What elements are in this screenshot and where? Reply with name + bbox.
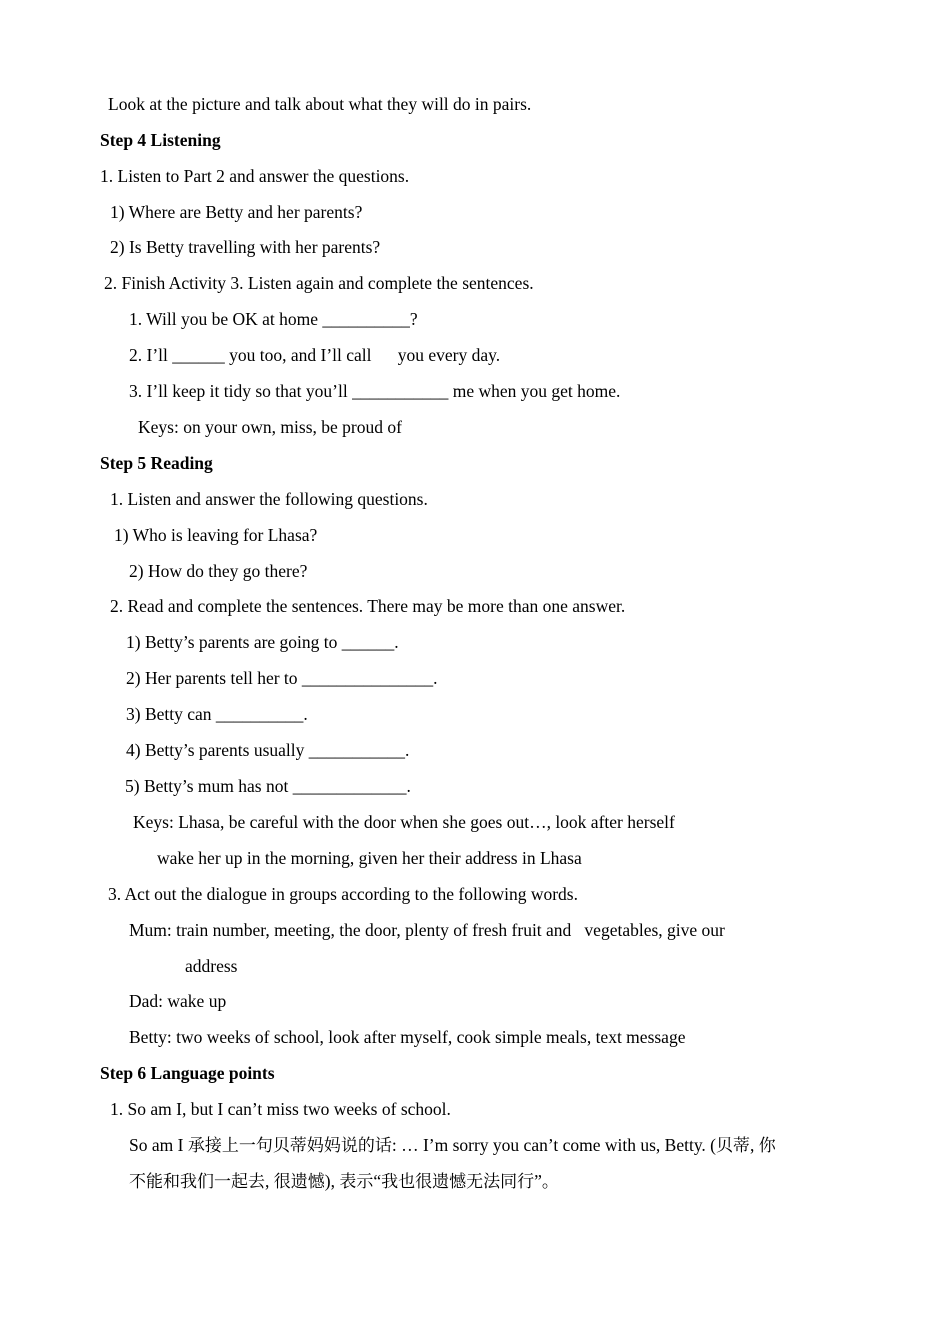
- step6-heading: Step 6 Language points: [100, 1063, 275, 1083]
- step5-sentence-4: 4) Betty’s parents usually ___________.: [126, 740, 410, 760]
- step4-task2: 2. Finish Activity 3. Listen again and complete the sentences.: [104, 273, 534, 293]
- step6-explanation-2b: ,: [265, 1171, 274, 1191]
- step6-explanation-1e: ,: [750, 1135, 759, 1155]
- step5-mum-line-1: Mum: train number, meeting, the door, plenty of fresh fruit and vegetables, give our: [129, 920, 725, 940]
- step6-explanation-2g: 我也很遗憾无法同行: [381, 1172, 535, 1192]
- step6-explanation-1a: So am I: [129, 1135, 188, 1155]
- step5-sentence-5: 5) Betty’s mum has not _____________.: [125, 776, 411, 796]
- step4-heading: Step 4 Listening: [100, 130, 221, 150]
- step6-explanation-2e: 表示: [339, 1172, 374, 1192]
- step6-explanation-1d: 贝蒂: [716, 1136, 751, 1156]
- step5-betty-line: Betty: two weeks of school, look after myself, cook simple meals, text message: [129, 1027, 686, 1047]
- step5-keys-line-2: wake her up in the morning, given her their address in Lhasa: [157, 848, 582, 868]
- step6-explanation-1b: 承接上一句贝蒂妈妈说的话: [187, 1136, 392, 1156]
- step5-keys-line-1: Keys: Lhasa, be careful with the door when she goes out…, look after herself: [133, 812, 675, 832]
- step5-sentence-1: 1) Betty’s parents are going to ______.: [126, 632, 399, 652]
- step5-task1: 1. Listen and answer the following questions.: [110, 489, 428, 509]
- step5-task3: 3. Act out the dialogue in groups according to the following words.: [108, 884, 578, 904]
- step6-explanation-1f: 你: [758, 1136, 776, 1156]
- step6-explanation-line-2: [129, 1170, 559, 1193]
- step4-sentence-3: 3. I’ll keep it tidy so that you’ll ___________ me when you get home.: [129, 381, 621, 401]
- step6-explanation-2i: 。: [541, 1172, 559, 1192]
- step6-explanation-2h: ”: [534, 1171, 542, 1191]
- step6-explanation-2c: 很遗憾: [273, 1172, 325, 1192]
- step4-question-1: 1) Where are Betty and her parents?: [110, 202, 363, 222]
- intro-text: Look at the picture and talk about what they will do in pairs.: [108, 94, 532, 114]
- step5-sentence-2: 2) Her parents tell her to _______________.: [126, 668, 438, 688]
- step4-keys: Keys: on your own, miss, be proud of: [138, 417, 402, 437]
- step5-task2: 2. Read and complete the sentences. There may be more than one answer.: [110, 596, 626, 616]
- step4-sentence-1: 1. Will you be OK at home __________?: [129, 309, 418, 329]
- step5-mum-line-2: address: [185, 956, 238, 976]
- step5-sentence-3: 3) Betty can __________.: [126, 704, 308, 724]
- step6-explanation-1c: : … I’m sorry you can’t come with us, Betty. (: [391, 1135, 717, 1155]
- step6-explanation-line-1: [129, 1134, 776, 1157]
- step4-task1: 1. Listen to Part 2 and answer the questions.: [100, 166, 410, 186]
- step5-question-1: 1) Who is leaving for Lhasa?: [114, 525, 318, 545]
- step4-sentence-2: 2. I’ll ______ you too, and I’ll call you every day.: [129, 345, 501, 365]
- step5-heading: Step 5 Reading: [100, 453, 213, 473]
- step6-point-1: 1. So am I, but I can’t miss two weeks of school.: [110, 1099, 451, 1119]
- step4-question-2: 2) Is Betty travelling with her parents?: [110, 237, 381, 257]
- step6-explanation-2f: “: [373, 1171, 382, 1191]
- step6-explanation-2a: 不能和我们一起去: [129, 1172, 265, 1192]
- step5-dad-line: Dad: wake up: [129, 991, 227, 1011]
- step6-explanation-2d: ),: [324, 1171, 340, 1191]
- step5-question-2: 2) How do they go there?: [129, 561, 308, 581]
